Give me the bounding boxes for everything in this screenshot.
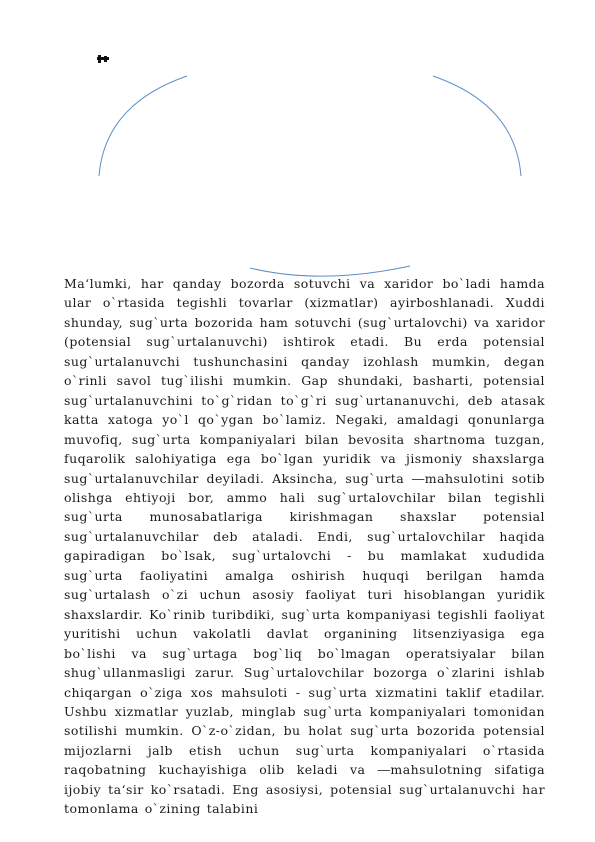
- diagram-left-arc: [99, 76, 187, 176]
- diagram-outline: [95, 68, 525, 280]
- body-paragraph: Ma‘lumki, har qanday bozorda sotuvchi va xaridor bo`ladi hamda ular o`rtasida tegishli tovarlar (xizmatlar) ayirboshlanadi. Xuddi shunday, sug`urta bozorida ham sotuvchi (sug`urtalovchi) va xaridor (potensial sug`urtalanuvchi) ishtirok etadi. Bu erda potensial sug`urtalanuvchi tushunchasini qanday izohlash mumkin, degan o`rinli savol tug`ilishi mumkin. Gap shundaki, basharti, potensial sug`urtalanuvchini to`g`ridan to`g`ri sug`urtananuvchi, deb atasak katta xatoga yo`l qo`ygan bo`lamiz. Negaki, amaldagi qonunlarga muvofiq, sug`urta kompaniyalari bilan bevosita shartnoma tuzgan, fuqarolik salohiyatiga ega bo`lgan yuridik va jismoniy shaxslarga sug`urtalanuvchilar deyiladi. Aksincha, sug`urta ―mahsulotini sotib olishga ehtiyoji bor, ammo hali sug`urtalovchilar bilan tegishli sug`urta munosabatlariga kirishmagan shaxslar potensial sug`urtalanuvchilar deb ataladi. Endi, sug`urtalovchilar haqida gapiradigan bo`lsak, sug`urtalovchi - bu mamlakat xududida sug`urta faoliyatini amalga oshirish huquqi berilgan hamda sug`urtalash o`zi uchun asosiy faoliyat turi hisoblangan yuridik shaxslardir. Ko`rinib turibdiki, sug`urta kompaniyasi tegishli faoliyat yuritishi uchun vakolatli davlat organining litsenziyasiga ega bo`lishi va sug`urtaga bog`liq bo`lmagan operatsiyalar bilan shug`ullanmasligi zarur. Sug`urtalovchilar bozorga o`zlarini ishlab chiqargan o`ziga xos mahsuloti - sug`urta xizmatini taklif etadilar. Ushbu xizmatlar yuzlab, minglab sug`urta kompaniyalari tomonidan sotilishi mumkin. O`z-o`zidan, bu holat sug`urta bozorida potensial mijozlarni jalb etish uchun sug`urta kompaniyalari o`rtasida raqobatning kuchayishiga olib keladi va ―mahsulotning sifatiga ijobiy ta‘sir ko`rsatadi. Eng asosiysi, potensial sug`urtalanuvchi har tomonlama o`zining talabini: [64, 276, 545, 817]
- diagram-right-arc: [433, 76, 521, 176]
- marker-glyph: [97, 55, 109, 63]
